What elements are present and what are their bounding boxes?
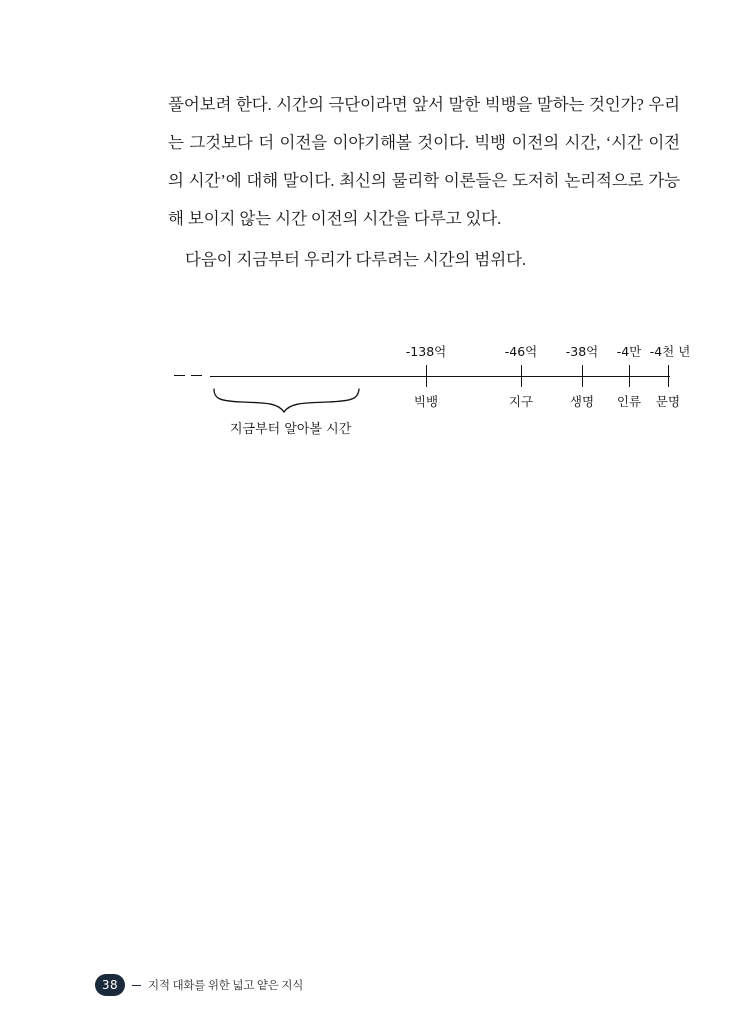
paragraph-1: 풀어보려 한다. 시간의 극단이라면 앞서 말한 빅뱅을 말하는 것인가? 우리는 그것보다 더 이전을 이야기해볼 것이다. 빅뱅 이전의 시간, ‘시간 이전의 시간’에 대해 말이다. 최신의 물리학 이론들은 도저히 논리적으로 가능해 보이지 않는 시간 이전의 시간을 다루고 있다. (168, 95, 680, 228)
tick-bottom-label: 생명 (569, 395, 595, 409)
page-footer (95, 974, 303, 996)
tick-top-label: -38억 (565, 344, 599, 359)
tick-top-label: -4천 년 (649, 344, 691, 359)
timeline-tick (521, 365, 522, 387)
range-brace (212, 388, 360, 414)
paragraph-2: 다음이 지금부터 우리가 다루려는 시간의 범위다. (185, 250, 526, 269)
footer-book-title: 지적 대화를 위한 넓고 얕은 지식 (148, 980, 304, 992)
timeline-axis (210, 376, 670, 377)
body-text (168, 86, 680, 279)
footer-divider (132, 985, 141, 986)
timeline-tick (582, 365, 583, 387)
tick-bottom-label: 문명 (655, 395, 681, 409)
tick-top-label: -46억 (504, 344, 538, 359)
timeline-tick (668, 365, 669, 387)
timeline-tick (629, 365, 630, 387)
tick-bottom-label: 지구 (508, 395, 534, 409)
tick-top-label: -4만 (616, 344, 642, 359)
axis-dash-2 (191, 375, 202, 376)
timeline-tick (426, 365, 427, 387)
tick-top-label: -138억 (405, 344, 447, 359)
brace-label: 지금부터 알아볼 시간 (230, 422, 352, 437)
page-number: 38 (95, 974, 125, 996)
axis-dash-1 (174, 375, 185, 376)
tick-bottom-label: 빅뱅 (413, 395, 439, 409)
tick-bottom-label: 인류 (616, 395, 642, 409)
timeline-figure (168, 330, 691, 470)
